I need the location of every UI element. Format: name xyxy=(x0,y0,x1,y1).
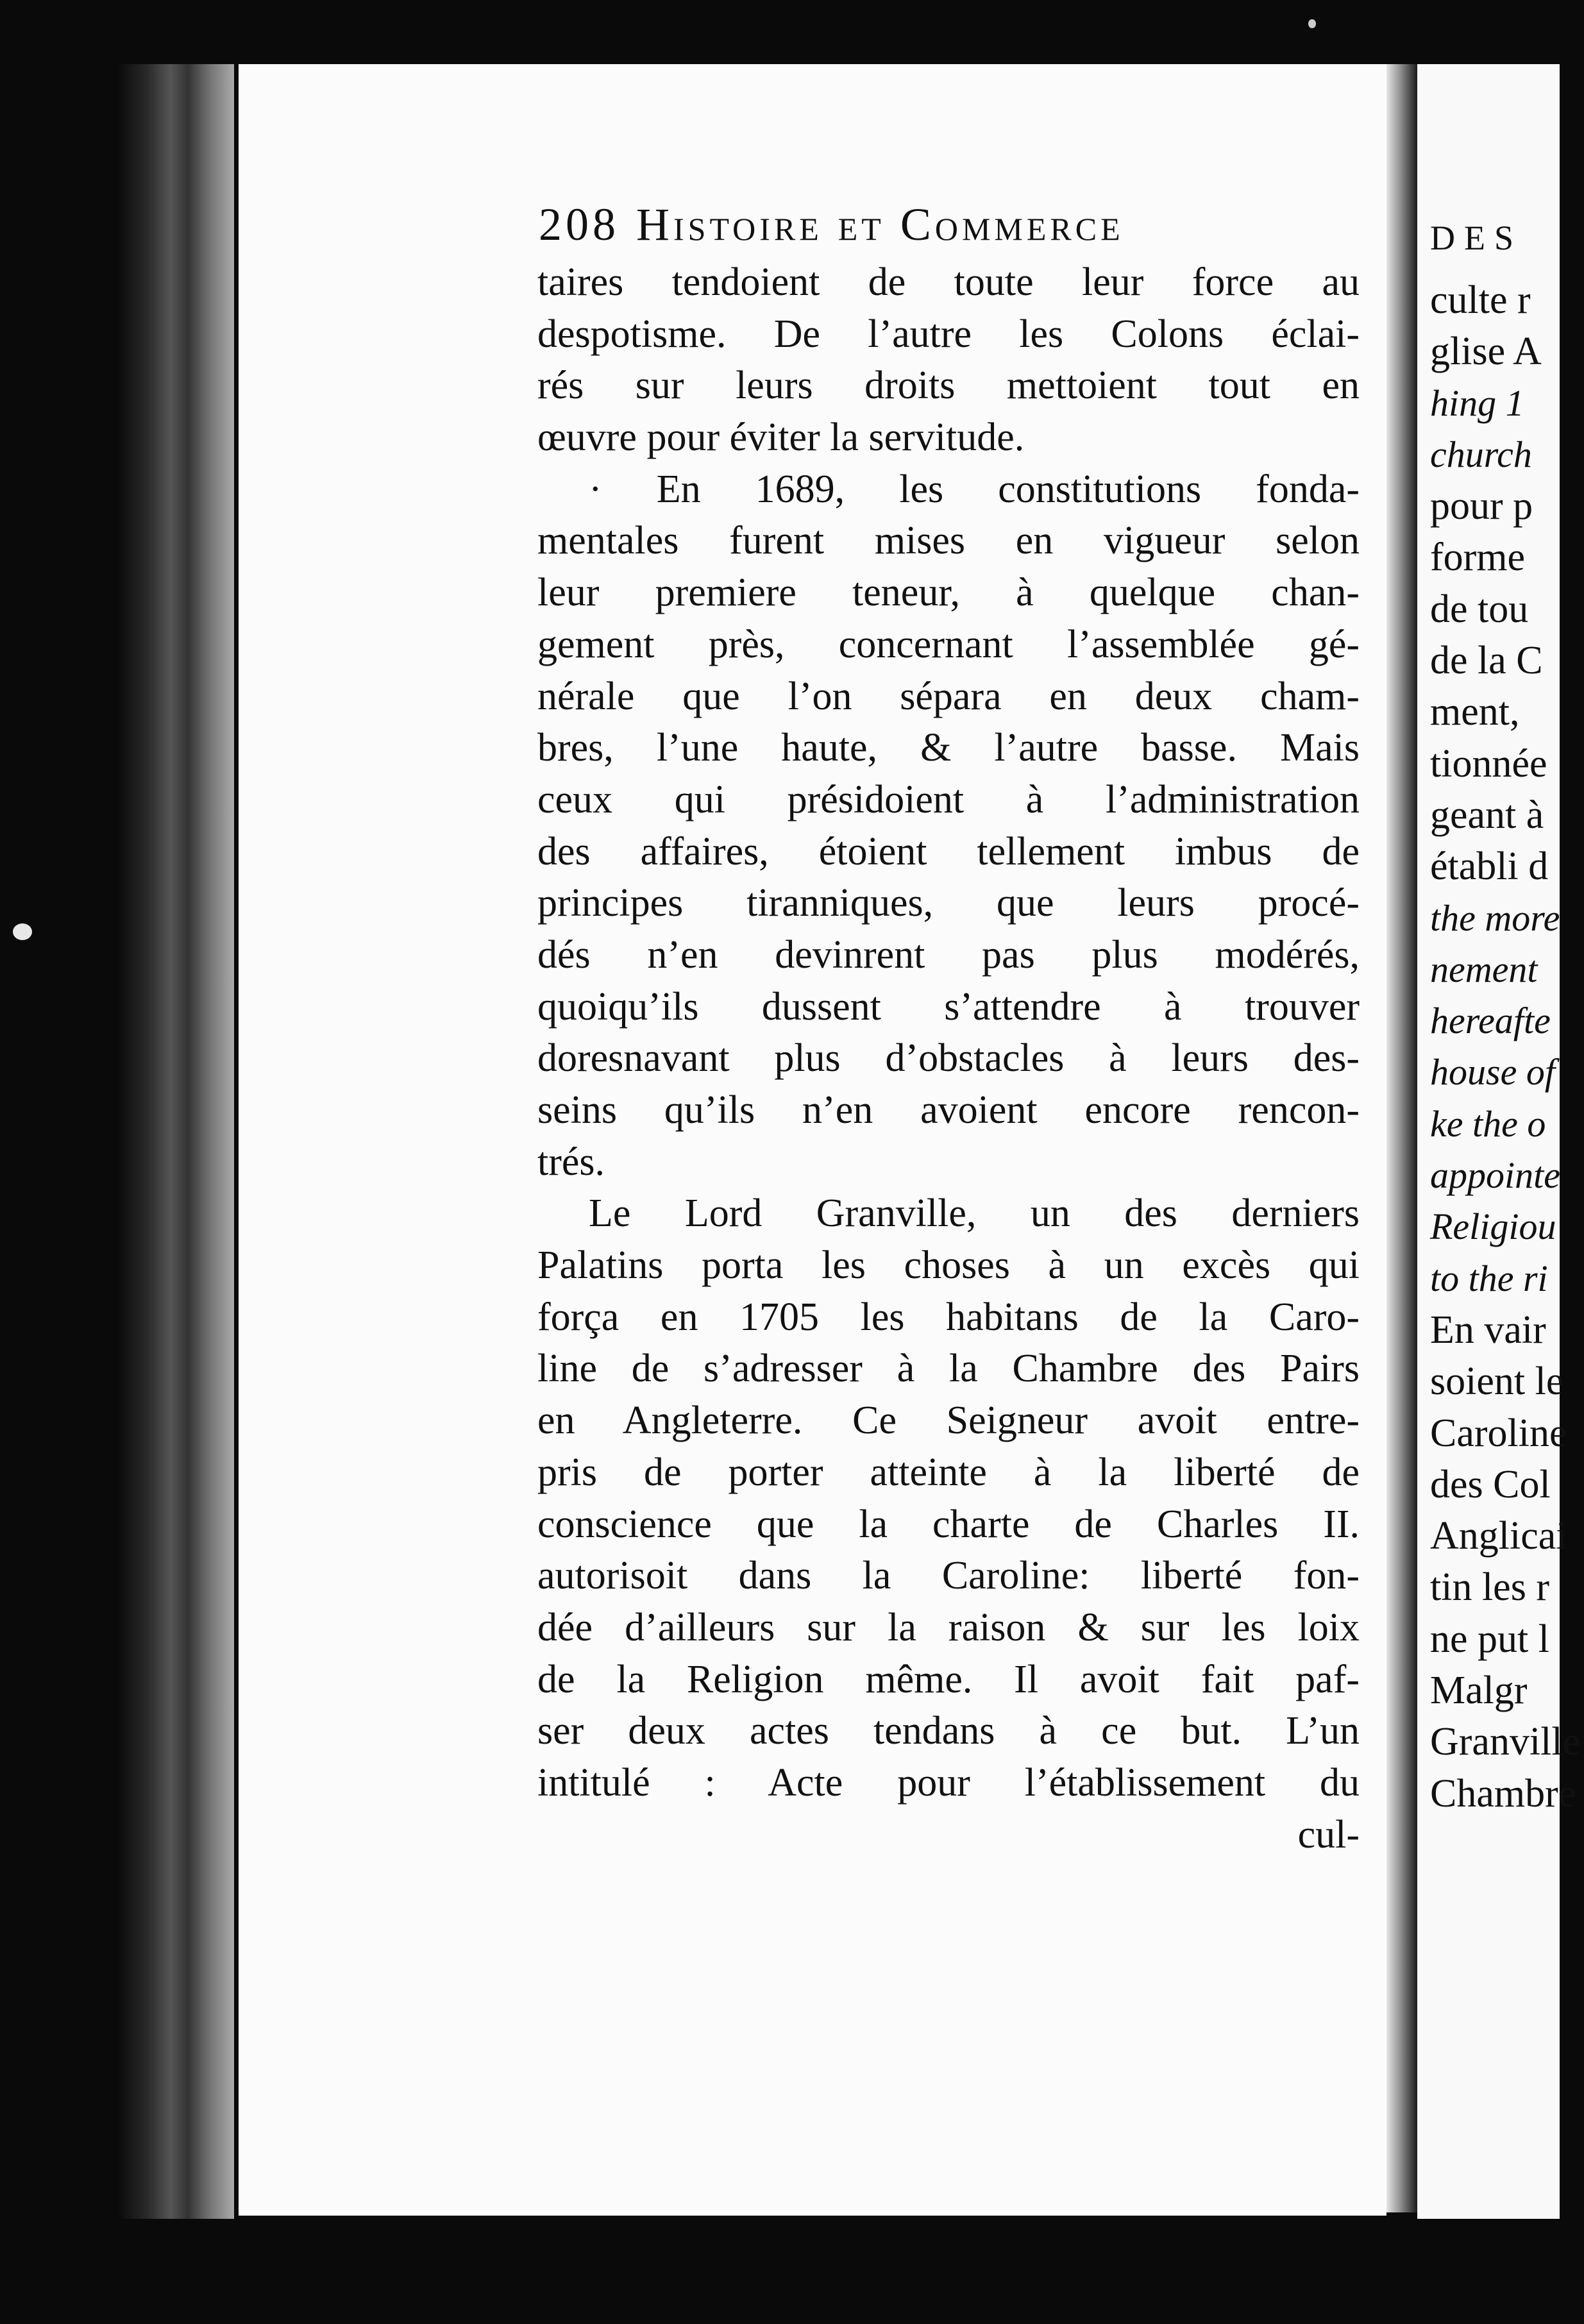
right-page xyxy=(1417,64,1581,2219)
text-line: Chambre xyxy=(1430,1771,1576,1815)
text-line: soient le xyxy=(1430,1360,1564,1404)
page-number: 208 xyxy=(539,199,619,250)
text-line: autorisoit dans la Caroline: liberté fon- xyxy=(537,1554,1360,1598)
text-line: Palatins porta les choses à un excès qui xyxy=(537,1243,1360,1288)
text-line: mentales furent mises en vigueur selon xyxy=(537,519,1360,563)
text-line: doresnavant plus d’obstacles à leurs des- xyxy=(537,1036,1360,1081)
text-line: hereafte xyxy=(1430,1000,1551,1042)
text-line: culte r xyxy=(1430,278,1531,322)
scan-speck xyxy=(1308,19,1316,28)
text-line: line de s’adresser à la Chambre des Pairs xyxy=(537,1347,1360,1391)
text-line: pour p xyxy=(1430,484,1533,528)
text-line: des Col xyxy=(1430,1462,1551,1506)
text-line: to the ri xyxy=(1430,1257,1548,1299)
text-line: ment, xyxy=(1430,690,1520,734)
text-line: · En 1689, les constitutions fonda- xyxy=(589,467,1360,511)
text-line: Caroline xyxy=(1430,1411,1567,1455)
text-line: rés sur leurs droits mettoient tout en xyxy=(537,364,1360,408)
text-line: en Angleterre. Ce Seigneur avoit entre- xyxy=(537,1399,1360,1443)
text-line: appointe xyxy=(1430,1154,1560,1197)
text-line: des affaires, étoient tellement imbus de xyxy=(537,829,1360,873)
text-line: établi d xyxy=(1430,845,1549,889)
text-line: leur premiere teneur, à quelque chan- xyxy=(537,571,1360,615)
text-line: despotisme. De l’autre les Colons éclai- xyxy=(537,312,1360,356)
text-line: conscience que la charte de Charles II. xyxy=(537,1502,1360,1546)
left-page-text xyxy=(537,257,1360,1860)
text-line: trés. xyxy=(537,1140,605,1184)
text-line: ke the o xyxy=(1430,1102,1546,1145)
text-line: forme xyxy=(1430,535,1526,580)
text-line: hing 1 xyxy=(1430,382,1524,424)
text-line: dée d’ailleurs sur la raison & sur les loix xyxy=(537,1605,1360,1649)
text-line: geant à xyxy=(1430,793,1544,837)
text-line: Anglicai xyxy=(1430,1514,1567,1558)
right-running-head: DES xyxy=(1430,219,1523,257)
book-fore-edge xyxy=(119,64,234,2219)
text-line: nement xyxy=(1430,948,1538,990)
text-line: nérale que l’on sépara en deux cham- xyxy=(537,674,1360,718)
right-page-text xyxy=(1430,274,1584,1819)
text-line: church xyxy=(1430,433,1532,475)
text-line: Malgr xyxy=(1430,1669,1528,1713)
text-line: força en 1705 les habitans de la Caro- xyxy=(537,1295,1360,1339)
text-line: tin les r xyxy=(1430,1565,1549,1610)
text-line: ceux qui présidoient à l’administration xyxy=(537,777,1360,821)
scan-speck xyxy=(13,923,32,940)
text-line: Le Lord Granville, un des derniers xyxy=(589,1191,1360,1236)
text-line: the more xyxy=(1430,897,1560,939)
text-line: principes tiranniques, que leurs procé- xyxy=(537,881,1360,925)
text-line: Granville xyxy=(1430,1720,1581,1764)
text-line: tionnée xyxy=(1430,741,1547,786)
text-line: intitulé : Acte pour l’établissement du xyxy=(537,1760,1360,1805)
text-line: de la C xyxy=(1430,639,1543,683)
text-line: de la Religion même. Il avoit fait paf- xyxy=(537,1657,1360,1701)
text-line: seins qu’ils n’en avoient encore rencon- xyxy=(537,1088,1360,1132)
book-gutter xyxy=(1386,64,1417,2212)
text-line: de tou xyxy=(1430,587,1529,631)
text-line: taires tendoient de toute leur force au xyxy=(537,260,1360,304)
text-line: house of xyxy=(1430,1051,1555,1093)
text-line: dés n’en devinrent pas plus modérés, xyxy=(537,932,1360,977)
text-line: bres, l’une haute, & l’autre basse. Mais xyxy=(537,726,1360,770)
text-line: cul- xyxy=(1297,1812,1360,1857)
text-line: quoiqu’ils dussent s’attendre à trouver xyxy=(537,984,1360,1029)
running-header xyxy=(539,192,1334,257)
text-line: pris de porter atteinte à la liberté de xyxy=(537,1450,1360,1494)
text-line: œuvre pour éviter la servitude. xyxy=(537,416,1025,460)
text-line: En vair xyxy=(1430,1308,1546,1352)
text-line: Religiou xyxy=(1430,1206,1556,1248)
running-head-title: Histoire et Commerce xyxy=(636,199,1124,250)
text-line: ser deux actes tendans à ce but. L’un xyxy=(537,1709,1360,1753)
text-line: gement près, concernant l’assemblée gé- xyxy=(537,622,1360,666)
text-line: glise A xyxy=(1430,330,1542,374)
text-line: ne put l xyxy=(1430,1617,1549,1661)
